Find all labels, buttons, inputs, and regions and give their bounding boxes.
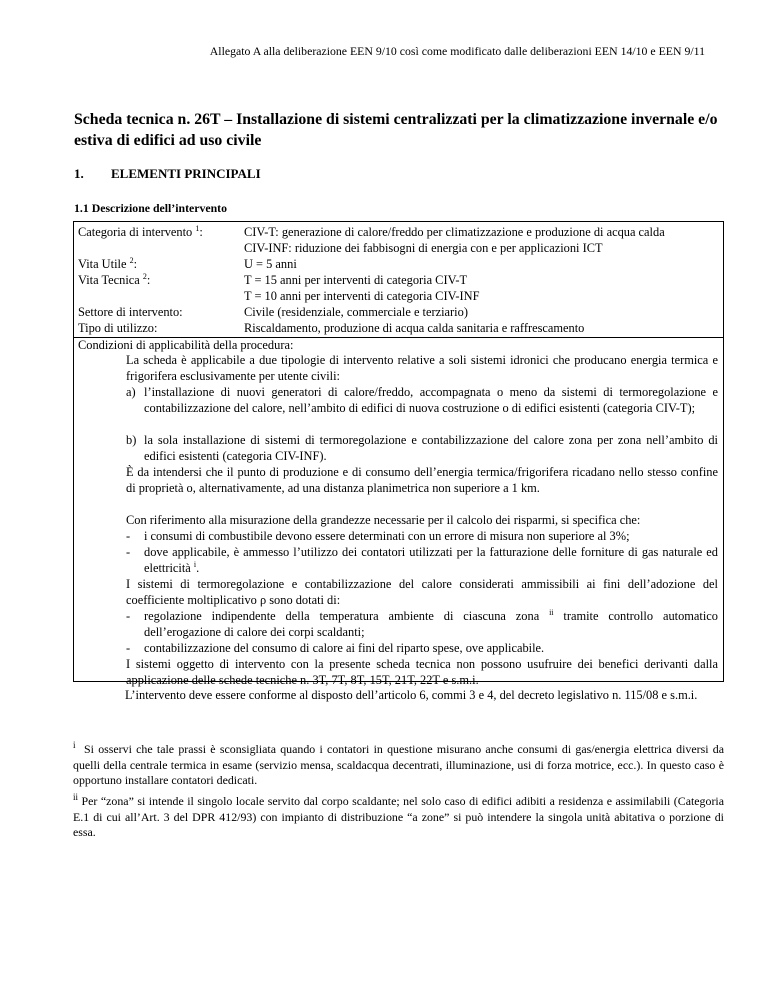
list-item-fuel: i consumi di combustibile devono essere determinati con un errore di misura non superiore al 3%; (144, 529, 630, 543)
paragraph-exclusions: I sistemi oggetto di intervento con la presente scheda tecnica non possono usufruire dei benefici derivanti dalla applicazione delle schede tecniche n. 3T, 7T, 8T, 15T, 21T, 22T e s.m.i. (126, 657, 718, 687)
list-item-accounting: contabilizzazione del consumo di calore ai fini del riparto spese, ove applicabile. (144, 641, 545, 655)
tipo-value: Riscaldamento, produzione di acqua calda sanitaria e raffrescamento (244, 321, 585, 335)
settore-value: Civile (residenziale, commerciale e terziario) (244, 305, 468, 319)
description-table (73, 221, 724, 687)
settore-label: Settore di intervento: (78, 305, 183, 319)
paragraph-boundary: È da intendersi che il punto di produzione e di consumo dell’energia termica/frigorifera ricadano nello stesso confine di proprietà o, alternativamente, ad una distanza planimetrica non superiore a 1 km. (126, 465, 718, 495)
vita-tecnica-value-2: T = 10 anni per interventi di categoria CIV-INF (244, 289, 480, 303)
paragraph-compliance: L’intervento deve essere conforme al disposto dell’articolo 6, commi 3 e 4, del decreto legislativo n. 115/08 e s.m.i. (125, 688, 698, 702)
dash-marker: - (126, 641, 131, 655)
vita-tecnica-label: Vita Tecnica $^2$: (78, 271, 151, 287)
conditions-label: Condizioni di applicabilità della procedura: (78, 338, 294, 352)
section-number: 1. (74, 166, 84, 181)
vita-tecnica-value-1: T = 15 anni per interventi di categoria CIV-T (244, 273, 468, 287)
paragraph-applicability: La scheda è applicabile a due tipologie di intervento relative a soli sistemi idronici che producano energia termica e frigorifera esclusivamente per utente civili: (126, 353, 718, 383)
page-header: Allegato A alla deliberazione EEN 9/10 così come modificato dalle deliberazioni EEN 14/10 e EEN 9/11 (209, 44, 705, 58)
footnote-2: $^{ii}$ Per “zona” si intende il singolo locale servito dal corpo scaldante; nel solo caso di edifici adibiti a residenza e assimilabili (Categoria E.1 di cui all’Art. 3 del DPR 412/93) con impianto di distribuzione “a zone” si può intendere la singola unità abitativa o porzione di essa. (73, 792, 724, 839)
list-item-b: la sola installazione di sistemi di termoregolazione e contabilizzazione del calore zona per zona nell’ambito di edifici esistenti (categoria CIV-INF). (144, 433, 718, 463)
list-marker-a: a) (126, 385, 136, 399)
document-title: Scheda tecnica n. 26T – Installazione di sistemi centralizzati per la climatizzazione invernale e/o estiva di edifici ad uso civile (74, 111, 718, 149)
subsection-heading: 1.1 Descrizione dell’intervento (74, 201, 227, 215)
paragraph-systems: I sistemi di termoregolazione e contabilizzazione del calore considerati ammissibili ai fini dell’adozione del coefficiente moltiplicativo ρ sono dotati di: (126, 577, 718, 607)
list-item-regulation: regolazione indipendente della temperatura ambiente di ciascuna zona $^{ii}$ tramite controllo automatico dell’erogazione di calore dei corpi scaldanti; (144, 607, 718, 639)
tipo-label: Tipo di utilizzo: (78, 321, 158, 335)
category-value-2: CIV-INF: riduzione dei fabbisogni di energia con e per applicazioni ICT (244, 241, 603, 255)
vita-utile-value: U = 5 anni (244, 257, 297, 271)
footnote-mark: ii (73, 792, 79, 803)
dash-marker: - (126, 529, 131, 543)
vita-utile-label: Vita Utile $^2$: (78, 255, 138, 271)
footnote-mark: i (73, 740, 76, 751)
dash-marker: - (126, 609, 131, 623)
list-marker-b: b) (126, 433, 137, 447)
list-item-meters: dove applicabile, è ammesso l’utilizzo dei contatori utilizzati per la fatturazione delle forniture di gas naturale ed elettricità $^i$. (144, 545, 718, 575)
section-heading (74, 166, 261, 182)
footnote-1: $^i$ Si osservi che tale prassi è sconsigliata quando i contatori in questione misurano anche consumi di gas/energia elettrica diversi da quelli della centrale termica in esame (servizio mensa, scaldacqua decentrati, illuminazione, usi di forza motrice, ecc.). In questo caso è opportuno installare contatori dedicati. (73, 740, 724, 787)
category-label: Categoria di intervento $^1$: (78, 223, 203, 239)
category-value-1: CIV-T: generazione di calore/freddo per climatizzazione e produzione di acqua calda (244, 225, 665, 239)
list-item-a: l’installazione di nuovi generatori di calore/freddo, accompagnata o meno da sistemi di termoregolazione e contabilizzazione del calore, nell’ambito di edifici di nuova costruzione o di edifici esistenti (categoria CIV-T); (144, 385, 718, 415)
paragraph-measurement: Con riferimento alla misurazione della grandezze necessarie per il calcolo dei risparmi, si specifica che: (126, 513, 641, 527)
dash-marker: - (126, 545, 131, 559)
section-label: ELEMENTI PRINCIPALI (111, 166, 261, 181)
